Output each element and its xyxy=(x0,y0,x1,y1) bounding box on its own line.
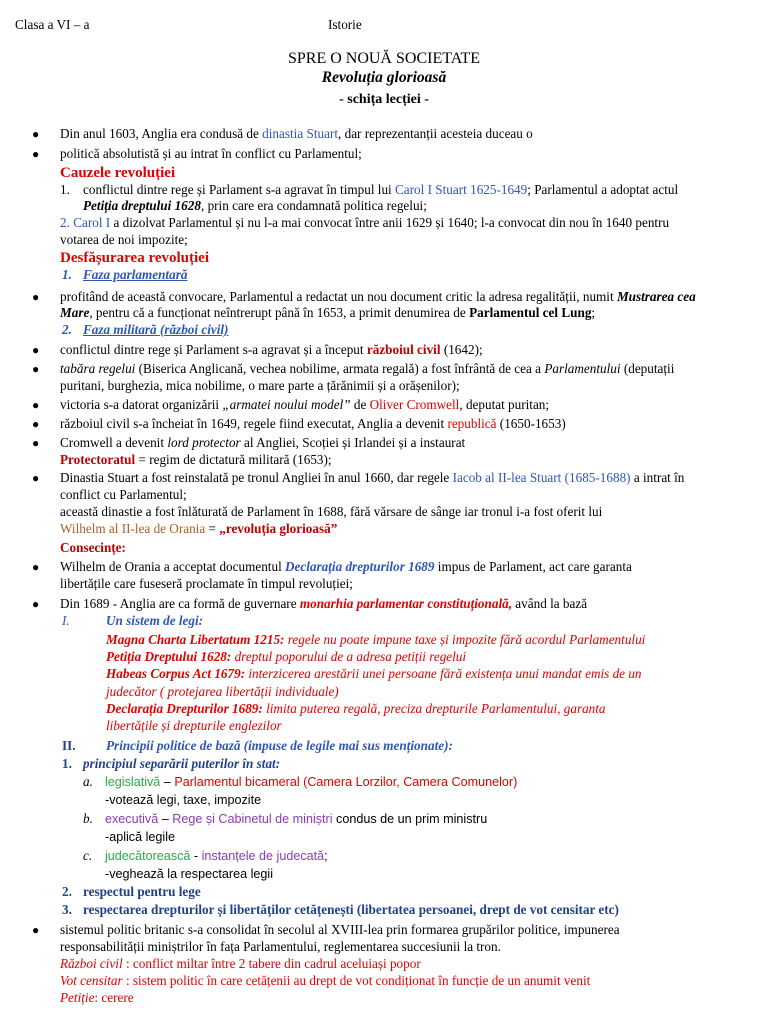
cause-2-line-1: 2. Carol I a dizolvat Parlamentul și nu l-a mai convocat între anii 1629 și 1640; l-a convocat din nou în 1640 pentru xyxy=(60,215,670,230)
bullet-icon: ● xyxy=(32,923,40,937)
principles-heading: Principii politice de bază (impuse de legile mai sus menționate): xyxy=(106,738,453,753)
power-a-letter: a. xyxy=(83,774,93,789)
phase-1-line-2: Mare, pentru că a funcționat neîntrerupt până în 1653, a primit denumirea de Parlamentul cel Lung; xyxy=(60,305,596,320)
power-judicial-desc: -veghează la respectarea legii xyxy=(105,867,274,881)
intro-line-2: politică absolutistă și au intrat în conflict cu Parlamentul; xyxy=(60,146,362,161)
glossary-petition: Petiție: cerere xyxy=(60,990,134,1005)
page-subtitle: Revoluția glorioasă xyxy=(321,69,447,86)
phase-2-num: 2. xyxy=(62,322,72,337)
principles-num: II. xyxy=(62,738,76,753)
laws-num: I. xyxy=(62,613,70,628)
bullet-icon: ● xyxy=(32,436,40,450)
bullet-icon: ● xyxy=(32,127,40,141)
class-label: Clasa a VI – a xyxy=(15,17,90,32)
cause-2-line-2: votarea de noi impozite; xyxy=(60,232,188,247)
phase-1-num: 1. xyxy=(62,267,72,282)
law-habeas-corpus: Habeas Corpus Act 1679: interzicerea arestării unei persoane fără existența unui mandat emis de un xyxy=(106,666,642,681)
phase-2-label: Faza militară (război civil) xyxy=(83,322,229,337)
consequence-line-2: Din 1689 - Anglia are ca formă de guvernare monarhia parlamentar constituțională, având la bază xyxy=(60,596,588,611)
bullet-icon: ● xyxy=(32,560,40,574)
glossary-census-vote: Vot censitar : sistem politic în care cetățenii au drept de vot condiționat în funcție de un anumit venit xyxy=(60,973,591,988)
laws-heading: Un sistem de legi: xyxy=(106,613,204,628)
power-judicial: judecătorească - instanțele de judecată; xyxy=(105,849,328,863)
war-line-5: Cromwell a devenit lord protector al Angliei, Scoției și Irlandei și a instaurat xyxy=(60,435,466,450)
war-line-3: victoria s-a datorat organizării „armatei noului model” de Oliver Cromwell, deputat puritan; xyxy=(60,397,550,412)
course-heading: Desfășurarea revoluției xyxy=(60,250,209,266)
bullet-icon: ● xyxy=(32,290,40,304)
law-petition: Petiția Dreptului 1628: dreptul poporului de a adresa petiții regelui xyxy=(106,649,467,664)
war-line-4: războiul civil s-a încheiat în 1649, regele fiind executat, Anglia a devenit republică (1650-1653) xyxy=(60,416,566,431)
principle-2-num: 2. xyxy=(62,884,72,899)
summary-line-2: responsabilității miniștrilor în fața Parlamentului, reglementarea succesiunii la tron. xyxy=(60,939,501,954)
bullet-icon: ● xyxy=(32,471,40,485)
war-line-1: conflictul dintre rege și Parlament s-a agravat și a început războiul civil (1642); xyxy=(60,342,483,357)
bullet-icon: ● xyxy=(32,398,40,412)
law-magna-charta: Magna Charta Libertatum 1215: regele nu poate impune taxe și impozite fără acordul Parlamentului xyxy=(106,632,646,647)
consequences-heading: Consecințe: xyxy=(60,540,126,555)
war-line-6: Dinastia Stuart a fost reinstalată pe tronul Angliei în anul 1660, dar regele Iacob al II-lea Stuart (1685-1688) a intrat în xyxy=(60,470,685,485)
bullet-icon: ● xyxy=(32,147,40,161)
bullet-icon: ● xyxy=(32,417,40,431)
principle-3-num: 3. xyxy=(62,902,72,917)
bullet-icon: ● xyxy=(32,597,40,611)
glossary-civil-war: Război civil : conflict miltar între 2 tabere din cadrul aceluiași popor xyxy=(60,956,421,971)
war-line-7: această dinastie a fost înlăturată de Parlament în 1688, fără vărsare de sânge iar tronul i-a fost oferit lui xyxy=(60,504,603,519)
bullet-icon: ● xyxy=(32,343,40,357)
war-line-7b: Wilhelm al II-lea de Orania = „revoluția glorioasă” xyxy=(60,521,338,536)
law-habeas-corpus-2: judecător ( protejarea libertății individuale) xyxy=(106,684,339,699)
summary-line-1: sistemul politic britanic s-a consolidat în secolul al XVIII-lea prin formarea grupărilor politice, impunerea xyxy=(60,922,620,937)
subject-label: Istorie xyxy=(328,17,362,32)
consequence-line-1b: libertățile care fuseseră proclamate în timpul revoluției; xyxy=(60,576,353,591)
bullet-icon: ● xyxy=(32,362,40,376)
war-line-6b: conflict cu Parlamentul; xyxy=(60,487,187,502)
phase-1-label: Faza parlamentară xyxy=(83,267,188,282)
war-line-2b: puritani, burghezia, mica nobilime, o mare parte a țărănimii și a orășenilor); xyxy=(60,378,460,393)
power-legislative-desc: -votează legi, taxe, impozite xyxy=(105,793,262,807)
causes-heading: Cauzele revoluției xyxy=(60,165,176,181)
page-title: SPRE O NOUĂ SOCIETATE xyxy=(287,50,481,67)
power-legislative: legislativă – Parlamentul bicameral (Camera Lorzilor, Camera Comunelor) xyxy=(105,775,518,789)
power-executive-desc: -aplică legile xyxy=(105,830,176,844)
lesson-note: - schița lecției - xyxy=(339,92,429,107)
war-line-2: tabăra regelui (Biserica Anglicană, vechea nobilime, armata regală) a fost înfrântă de cea a Parlamentului (deputații xyxy=(60,361,675,376)
intro-line-1: Din anul 1603, Anglia era condusă de dinastia Stuart, dar reprezentanții acesteia duceau o xyxy=(60,126,533,141)
law-declaration: Declarația Drepturilor 1689: limita puterea regală, preciza drepturile Parlamentului, garanta xyxy=(106,701,606,716)
principle-1-label: principiul separării puterilor în stat: xyxy=(83,756,281,771)
consequence-line-1: Wilhelm de Orania a acceptat documentul Declarația drepturilor 1689 impus de Parlament, act care garanta xyxy=(60,559,632,574)
phase-1-line-1: profitând de această convocare, Parlamentul a redactat un nou document critic la adresa regalității, numit Mustrarea cea xyxy=(60,289,696,304)
law-declaration-2: libertățile și drepturile englezilor xyxy=(106,718,282,733)
principle-2-label: respectul pentru lege xyxy=(83,884,201,899)
cause-1-line-1: conflictul dintre rege și Parlament s-a agravat în timpul lui Carol I Stuart 1625-1649; Parlamentul a adoptat actul xyxy=(83,182,679,197)
principle-3-label: respectarea drepturilor și libertăților cetățenești (libertatea persoanei, drept de vot censitar etc) xyxy=(83,902,619,917)
cause-1-line-2: Petiția dreptului 1628, prin care era condamnată politica regelui; xyxy=(83,198,427,213)
cause-num-1: 1. xyxy=(60,182,70,197)
power-b-letter: b. xyxy=(83,811,93,826)
power-executive: executivă – Rege și Cabinetul de miniștri condus de un prim ministru xyxy=(105,812,488,826)
war-line-5b: Protectoratul = regim de dictatură militară (1653); xyxy=(60,452,332,467)
principle-1-num: 1. xyxy=(62,756,72,771)
power-c-letter: c. xyxy=(83,848,93,863)
